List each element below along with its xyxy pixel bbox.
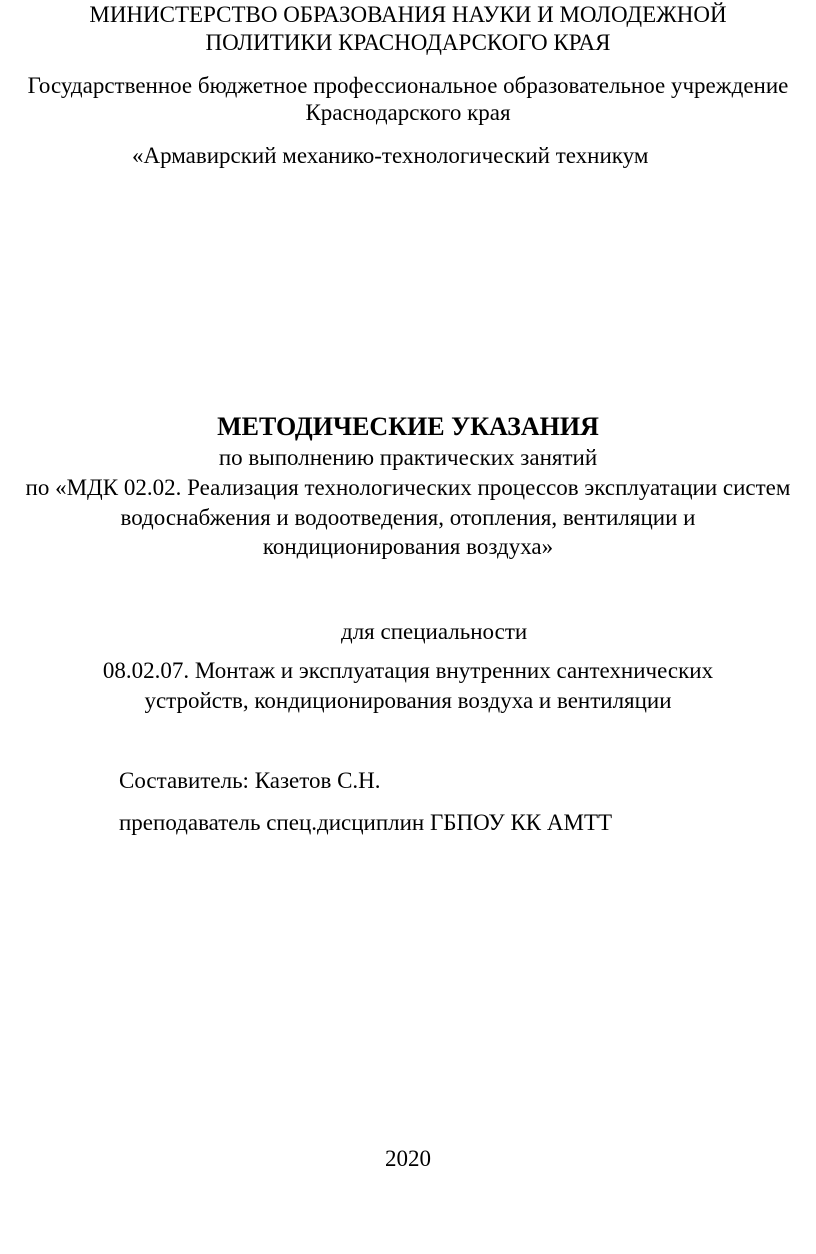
college-name: «Армавирский механико-технологический техникум [132, 143, 649, 168]
ministry-line-1: МИНИСТЕРСТВО ОБРАЗОВАНИЯ НАУКИ И МОЛОДЕЖНОЙ [89, 2, 727, 27]
specialty-line-1: 08.02.07. Монтаж и эксплуатация внутренних сантехнических [102, 658, 714, 683]
document-year: 2020 [385, 1146, 431, 1171]
course-line-3: кондиционирования воздуха» [262, 534, 554, 559]
document-title: МЕТОДИЧЕСКИЕ УКАЗАНИЯ [217, 412, 599, 441]
document-subtitle: по выполнению практических занятий [218, 445, 598, 470]
ministry-line-2: ПОЛИТИКИ КРАСНОДАРСКОГО КРАЯ [205, 30, 611, 55]
institution-line-2: Краснодарского края [305, 100, 511, 125]
specialty-line-2: устройств, кондиционирования воздуха и вентиляции [144, 688, 672, 713]
compiler-line: Составитель: Казетов С.Н. [119, 768, 381, 793]
course-line-2: водоснабжения и водоотведения, отопления, вентиляции и [120, 505, 696, 530]
course-line-1: по «МДК 02.02. Реализация технологических процессов эксплуатации систем [25, 475, 791, 500]
specialty-label: для специальности [341, 619, 528, 644]
compiler-position: преподаватель спец.дисциплин ГБПОУ КК АМТТ [119, 810, 613, 835]
institution-line-1: Государственное бюджетное профессиональное образовательное учреждение [27, 73, 789, 98]
